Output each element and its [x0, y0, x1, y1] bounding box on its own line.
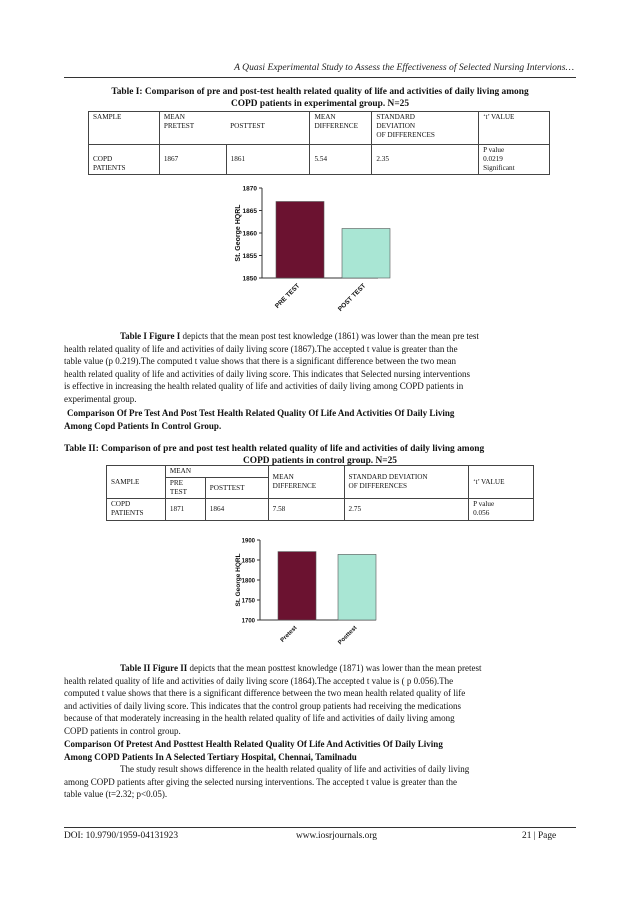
table2-label: Table II	[64, 444, 96, 454]
para2-line6: COPD patients in control group.	[64, 725, 181, 736]
table1-head-t: ‘t’ VALUE	[479, 112, 550, 145]
table1-head-posttest	[226, 112, 310, 145]
table1-head-mean-diff	[310, 112, 372, 145]
figure1-bar-0	[276, 202, 324, 279]
figure1-category-label-0: PRE TEST	[273, 282, 302, 310]
para2-lead: Table II Figure II	[120, 663, 188, 673]
paragraph-table2	[64, 662, 576, 738]
table1-cell-sample-1: COPD	[93, 155, 113, 163]
para1-lead: Table I Figure I	[120, 331, 181, 341]
footer-rule	[64, 827, 576, 828]
figure2-category-label-0: Pretest	[279, 625, 299, 644]
table1-caption-line2: COPD patients in experimental group. N=25	[230, 99, 410, 109]
figure2-y-tick-label-2: 1800	[241, 578, 255, 585]
para1-line6: experimental group.	[64, 393, 137, 404]
table1-head-sample: SAMPLE	[89, 112, 160, 145]
section3-line2: among COPD patients after giving the selected nursing interventions. The accepted t value is greater than the	[64, 776, 457, 787]
table1-caption	[64, 86, 576, 110]
table2-head-sd	[344, 466, 469, 499]
table2-cell-mean-diff: 7.58	[268, 499, 344, 521]
table2-head-pretest	[165, 478, 205, 499]
table1-cell-t	[479, 145, 550, 175]
figure2-bar-1	[338, 554, 376, 620]
table2-head-sd-1: STANDARD DEVIATION	[348, 473, 428, 481]
table2-cell-pretest: 1871	[165, 499, 205, 521]
figure2-bar-0	[278, 552, 316, 620]
figure2-category-label-1: Posttest	[337, 625, 359, 647]
table1-cell-sample	[89, 145, 160, 175]
table2-cell-sd: 2.75	[344, 499, 469, 521]
figure1-y-tick-label-2: 1860	[242, 230, 257, 238]
para1-line1: depicts that the mean post test knowledge (1861) was lower than the mean pre test	[180, 331, 479, 341]
table2-caption	[64, 443, 576, 467]
paragraph-table1	[64, 330, 576, 406]
figure2-y-tick-label-4: 1900	[241, 538, 255, 545]
table2-head-pre-1: PRE	[169, 479, 184, 487]
control-heading-line1: Comparison Of Pre Test And Post Test Health Related Quality Of Life And Activities Of Daily Living	[67, 408, 455, 418]
section3-line3: table value (t=2.32; p<0.05).	[64, 789, 168, 800]
para2-line3: computed t value shows that there is a significant difference between the two mean health related quality of life	[64, 688, 466, 699]
table1-head-pretest	[159, 112, 226, 145]
table2-cell-sample	[107, 499, 166, 521]
table1-head-pretest-label: PRETEST	[163, 122, 195, 130]
table1-head-sd-3: OF DIFFERENCES	[376, 131, 435, 139]
table2-head-mean-diff-2: DIFFERENCE	[272, 482, 317, 490]
table2-head-mean: MEAN	[165, 466, 268, 478]
table1-cell-t-3: Significant	[483, 164, 515, 172]
table1-head-sd-2: DEVIATION	[376, 122, 416, 130]
table1	[88, 111, 550, 175]
table1-head-sd	[372, 112, 479, 145]
figure1-category-label-1: POST TEST	[336, 282, 368, 313]
table2-cell-sample-1: COPD	[111, 500, 131, 508]
table1-head-mean: MEAN	[163, 113, 185, 121]
running-header: A Quasi Experimental Study to Assess the Effectiveness of Selected Nursing Intervions…	[234, 62, 574, 73]
figure1-chart	[228, 182, 408, 314]
table1-head-posttest-label: POSTTEST	[230, 122, 265, 130]
footer-page: 21 | Page	[522, 831, 557, 841]
table1-cell-posttest: 1861	[226, 145, 310, 175]
para1-line5: is effective in increasing the health related quality of life and activities of daily living among COPD patients in	[64, 381, 464, 392]
footer-site: www.iosrjournals.org	[296, 831, 377, 841]
table1-caption-line1: : Comparison of pre and post-test health related quality of life and activities of daily living among	[139, 87, 529, 97]
section3-heading-line1: Comparison Of Pretest And Posttest Health Related Quality Of Life And Activities Of Daily Living	[64, 739, 443, 749]
table1-header-row	[89, 112, 550, 145]
para1-line2: health related quality of life and activities of daily living score (1867).The accepted t value is greater than the	[64, 343, 458, 354]
table1-cell-t-1: P value	[483, 146, 505, 154]
para2-line2: health related quality of life and activities of daily living score (1864).The accepted t value is ( p 0.056).The	[64, 675, 454, 686]
table2-caption-line1: : Comparison of pre and post test health related quality of life and activities of daily living among	[95, 444, 485, 454]
figure1-y-tick-label-0: 1850	[242, 275, 257, 283]
table2-head-mean-diff-1: MEAN	[272, 473, 294, 481]
table2-head-posttest: POSTTEST	[205, 478, 268, 499]
table2	[106, 465, 534, 521]
table1-cell-sample-2: PATIENTS	[93, 164, 126, 172]
para2-line5: because of that moderately increasing in the health related quality of life and activities of daily living among	[64, 713, 455, 724]
header-rule	[64, 77, 576, 78]
section3	[64, 738, 576, 801]
table2-cell-t-2: 0.056	[473, 509, 490, 517]
table2-head-mean-diff	[268, 466, 344, 499]
table2-caption-line2: COPD patients in control group. N=25	[243, 456, 397, 466]
figure1-y-axis-label: St. George HQRL	[235, 204, 242, 262]
figure2-y-tick-label-3: 1850	[241, 558, 255, 565]
table2-header-row-a	[107, 466, 534, 478]
table2-data-row	[107, 499, 534, 521]
para1-line4: health related quality of life and activities of daily living score. This indicates that Selected nursing interventions	[64, 368, 470, 379]
figure1-y-tick-label-4: 1870	[242, 185, 257, 193]
table1-cell-sd: 2.35	[372, 145, 479, 175]
table2-head-t: ‘t’ VALUE	[469, 466, 534, 499]
table1-cell-pretest: 1867	[159, 145, 226, 175]
figure2-y-tick-label-0: 1700	[241, 618, 255, 625]
figure2-chart	[230, 534, 400, 654]
control-group-heading	[64, 407, 576, 432]
section3-heading-line2: Among COPD Patients In A Selected Tertiary Hospital, Chennai, Tamilnadu	[64, 751, 357, 762]
figure1-y-tick-label-1: 1855	[242, 253, 257, 260]
figure2-y-tick-label-1: 1750	[241, 598, 255, 605]
table2-head-sample: SAMPLE	[107, 466, 166, 499]
table1-cell-mean-diff: 5.54	[310, 145, 372, 175]
para2-line1: depicts that the mean posttest knowledge (1871) was lower than the mean pretest	[187, 663, 482, 673]
table1-head-mean-diff-2: DIFFERENCE	[314, 122, 358, 130]
figure1-bar-1	[342, 229, 390, 279]
table2-cell-sample-2: PATIENTS	[111, 509, 144, 517]
table1-cell-t-2: 0.0219	[483, 155, 503, 163]
table1-head-mean-diff-1: MEAN	[314, 113, 336, 121]
para1-line3: table value (p 0.219).The computed t value shows that there is a significant difference between the two mean	[64, 356, 456, 367]
section3-line1: The study result shows difference in the health related quality of life and activities of daily living	[120, 764, 470, 775]
table1-head-sd-1: STANDARD	[376, 113, 415, 121]
table2-cell-t-1: P value	[473, 500, 495, 508]
table2-cell-posttest: 1864	[205, 499, 268, 521]
figure1-y-tick-label-3: 1865	[242, 208, 257, 215]
control-heading-line2: Among Copd Patients In Control Group.	[64, 420, 222, 431]
para2-line4: and activities of daily living score. This indicates that the control group patients had receiving the medications	[64, 700, 461, 711]
table2-head-pre-2: TEST	[169, 488, 188, 496]
footer-doi: DOI: 10.9790/1959-04131923	[64, 831, 179, 841]
table2-head-sd-2: OF DIFFERENCES	[348, 482, 408, 490]
table2-cell-t	[469, 499, 534, 521]
table1-data-row	[89, 145, 550, 175]
figure2-y-axis-label: St. George HQRL	[235, 553, 242, 607]
table1-label: Table I	[111, 87, 140, 97]
